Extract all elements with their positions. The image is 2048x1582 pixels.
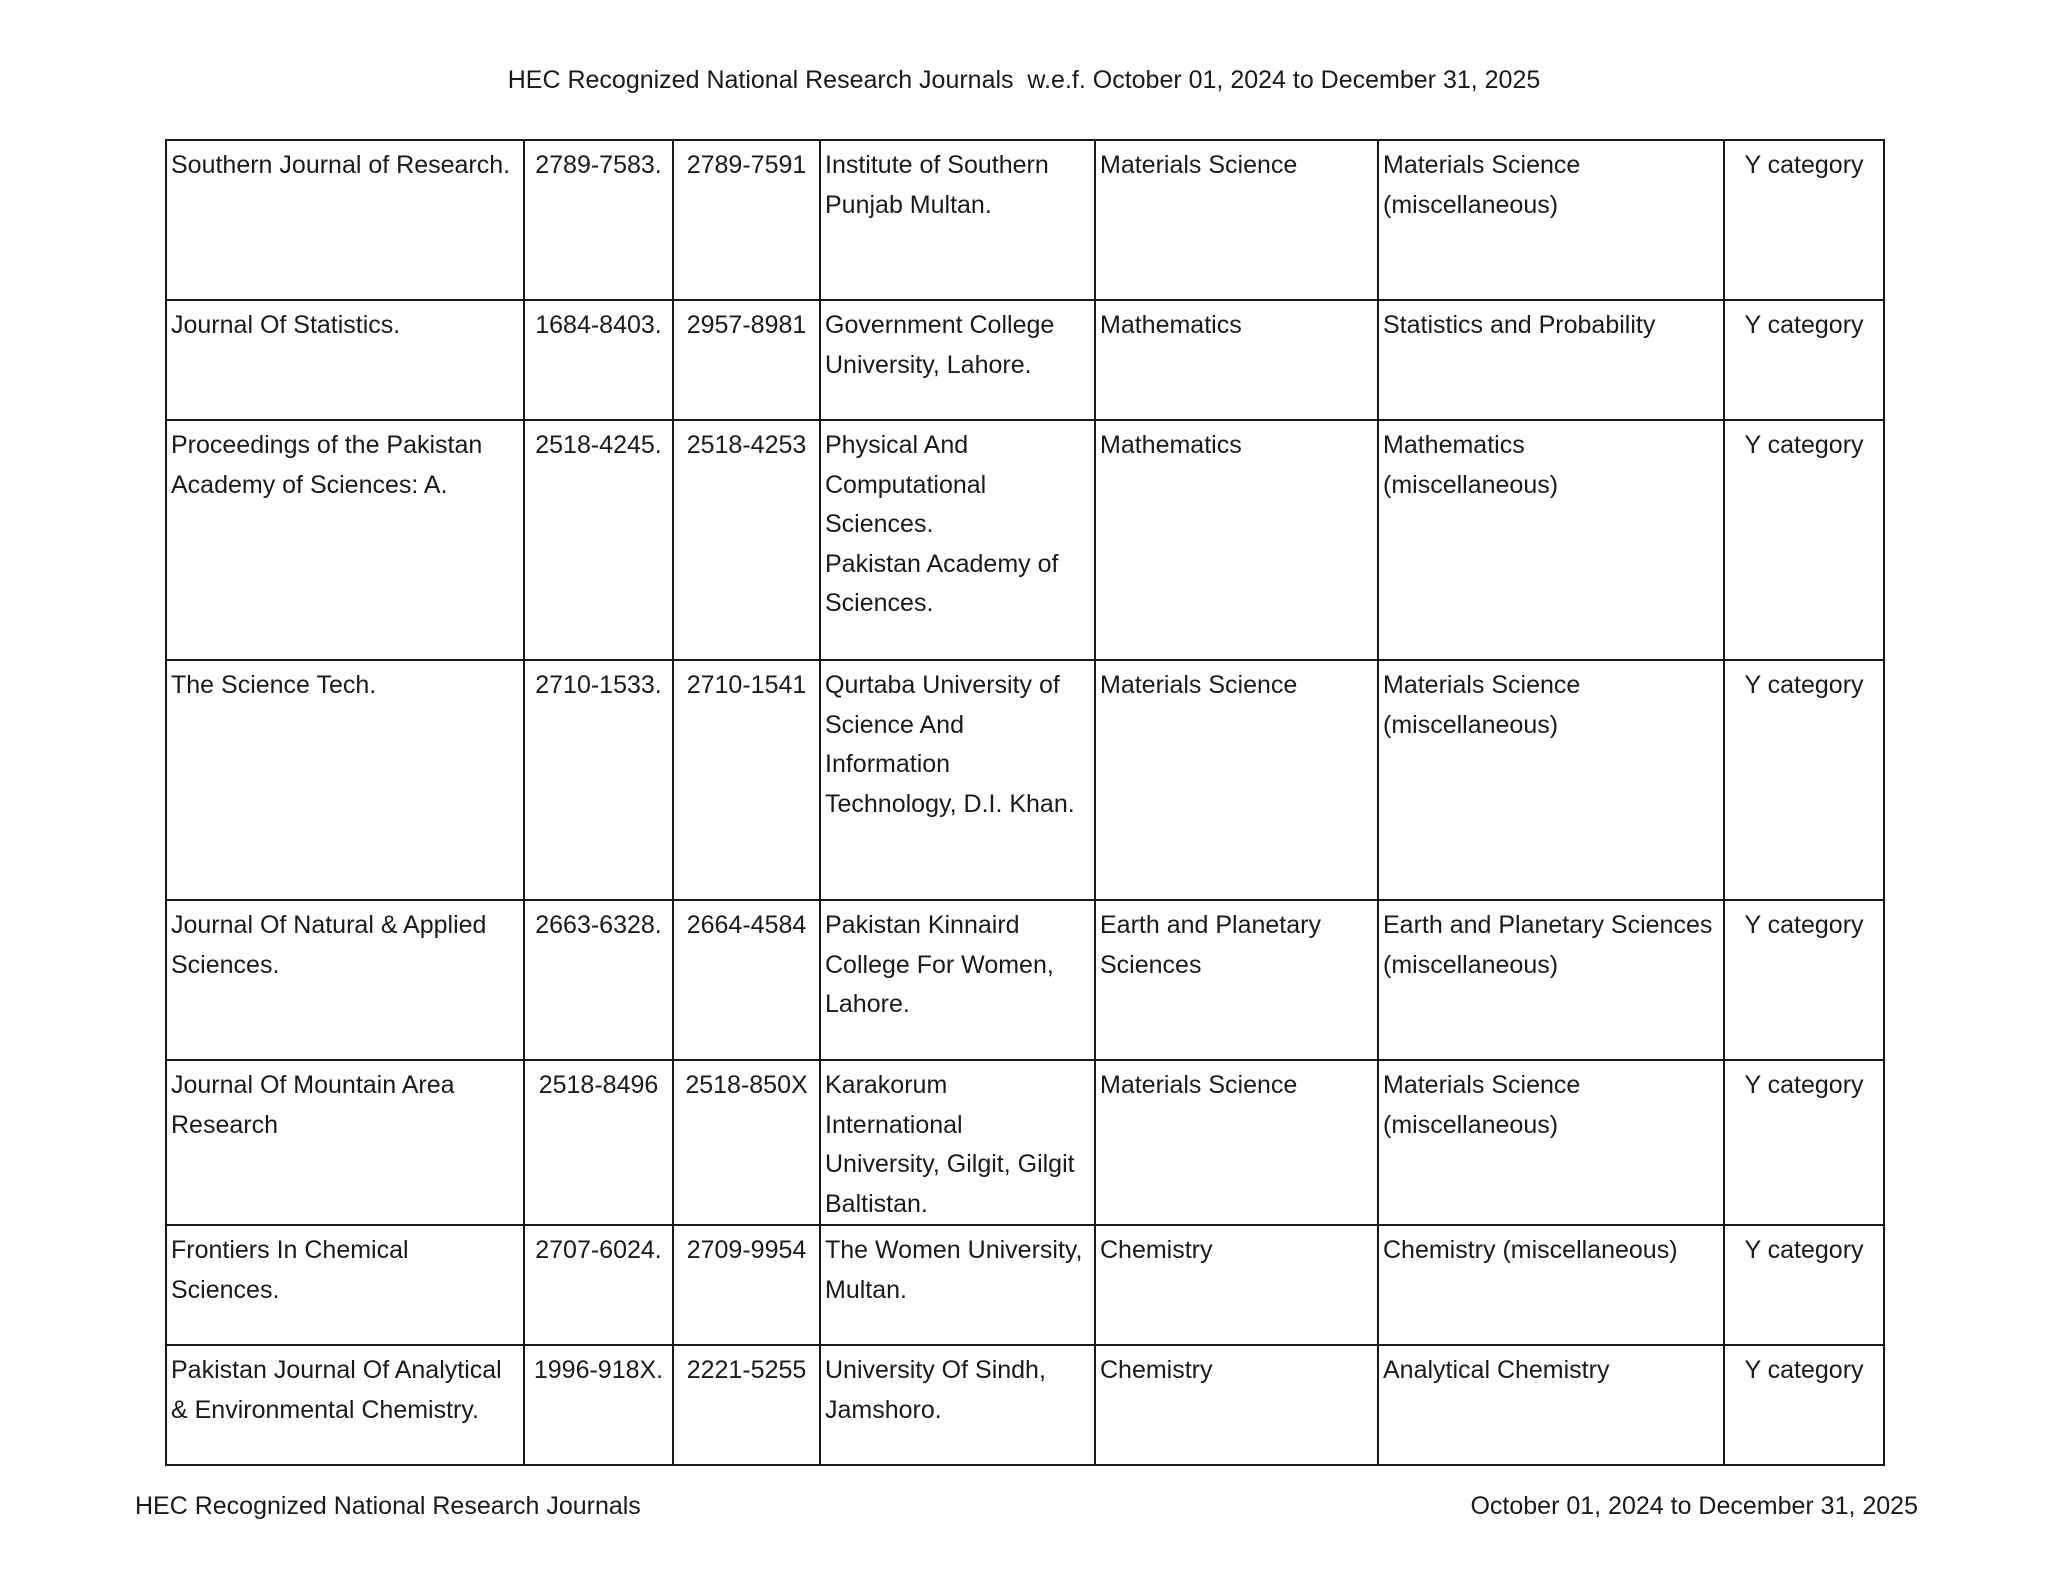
subject-area-cell-line: Materials Science bbox=[1100, 671, 1298, 699]
subject-category-cell bbox=[1378, 420, 1724, 660]
subject-category-cell bbox=[1378, 140, 1724, 300]
subject-category-cell-line: Earth and Planetary Sciences bbox=[1383, 911, 1713, 939]
publisher-cell-line: Punjab Multan. bbox=[825, 190, 992, 219]
eissn-cell: 2957-8981 bbox=[673, 300, 820, 420]
eissn-cell: 2664-4584 bbox=[673, 900, 820, 1060]
subject-category-cell-line: (miscellaneous) bbox=[1383, 470, 1559, 499]
subject-area-cell bbox=[1095, 900, 1378, 1060]
subject-category-cell-line: Statistics and Probability bbox=[1383, 311, 1656, 339]
subject-area-cell bbox=[1095, 420, 1378, 660]
eissn-cell: 2221-5255 bbox=[673, 1345, 820, 1465]
journal-title-cell: Proceedings of the Pakistan Academy of Sciences: A. bbox=[166, 420, 524, 660]
journals-table-body bbox=[166, 140, 1884, 1465]
journal-title-cell: The Science Tech. bbox=[166, 660, 524, 900]
publisher-cell-line: The Women University, bbox=[825, 1236, 1083, 1264]
category-cell: Y category bbox=[1724, 140, 1884, 300]
category-cell: Y category bbox=[1724, 1225, 1884, 1345]
publisher-cell-line: Jamshoro. bbox=[825, 1395, 942, 1424]
subject-category-cell-line: (miscellaneous) bbox=[1383, 950, 1559, 979]
table-row bbox=[166, 660, 1884, 900]
publisher-cell-line: Pakistan Kinnaird bbox=[825, 911, 1020, 939]
publisher-cell-line: Baltistan. bbox=[825, 1189, 928, 1218]
table-row bbox=[166, 900, 1884, 1060]
subject-area-cell-line: Materials Science bbox=[1100, 1071, 1298, 1099]
category-cell: Y category bbox=[1724, 900, 1884, 1060]
issn-cell: 1996-918X. bbox=[524, 1345, 673, 1465]
subject-category-cell bbox=[1378, 660, 1724, 900]
table-row bbox=[166, 1345, 1884, 1465]
publisher-cell-line: Information bbox=[825, 750, 951, 778]
publisher-cell-line: Pakistan Academy of bbox=[825, 549, 1059, 578]
subject-area-cell-line: Mathematics bbox=[1100, 431, 1242, 459]
subject-category-cell-line: Mathematics bbox=[1383, 431, 1525, 459]
subject-category-cell-line: (miscellaneous) bbox=[1383, 190, 1559, 219]
issn-cell: 2663-6328. bbox=[524, 900, 673, 1060]
publisher-cell-line: College For Women, bbox=[825, 950, 1054, 979]
subject-area-cell bbox=[1095, 1345, 1378, 1465]
subject-area-cell bbox=[1095, 660, 1378, 900]
footer-title: HEC Recognized National Research Journals bbox=[135, 1492, 641, 1520]
journal-title-cell: Pakistan Journal Of Analytical & Environmental Chemistry. bbox=[166, 1345, 524, 1465]
publisher-cell bbox=[820, 1225, 1095, 1345]
subject-area-cell bbox=[1095, 140, 1378, 300]
category-cell: Y category bbox=[1724, 300, 1884, 420]
issn-cell: 2789-7583. bbox=[524, 140, 673, 300]
publisher-cell-line: Technology, D.I. Khan. bbox=[825, 789, 1075, 818]
publisher-cell-line: University, Gilgit, Gilgit bbox=[825, 1150, 1075, 1178]
subject-area-cell-line: Materials Science bbox=[1100, 151, 1298, 179]
publisher-cell-line: Government College bbox=[825, 311, 1055, 339]
eissn-cell: 2709-9954 bbox=[673, 1225, 820, 1345]
eissn-cell: 2518-4253 bbox=[673, 420, 820, 660]
subject-category-cell bbox=[1378, 1060, 1724, 1225]
publisher-cell-line: Science And bbox=[825, 710, 964, 739]
subject-area-cell-line: Chemistry bbox=[1100, 1356, 1213, 1384]
subject-category-cell-line: (miscellaneous) bbox=[1383, 710, 1559, 739]
publisher-cell bbox=[820, 140, 1095, 300]
subject-category-cell bbox=[1378, 300, 1724, 420]
journals-table bbox=[165, 139, 1885, 1466]
category-cell: Y category bbox=[1724, 1345, 1884, 1465]
subject-area-cell-line: Earth and Planetary bbox=[1100, 911, 1321, 939]
subject-area-cell bbox=[1095, 1225, 1378, 1345]
footer-date-range: October 01, 2024 to December 31, 2025 bbox=[1470, 1492, 1918, 1520]
issn-cell: 2518-8496 bbox=[524, 1060, 673, 1225]
subject-category-cell-line: Analytical Chemistry bbox=[1383, 1356, 1610, 1384]
publisher-cell-line: Multan. bbox=[825, 1275, 907, 1304]
category-cell: Y category bbox=[1724, 420, 1884, 660]
publisher-cell-line: International bbox=[825, 1110, 963, 1139]
publisher-cell bbox=[820, 900, 1095, 1060]
publisher-cell bbox=[820, 420, 1095, 660]
publisher-cell bbox=[820, 1345, 1095, 1465]
issn-cell: 2707-6024. bbox=[524, 1225, 673, 1345]
subject-area-cell-line: Chemistry bbox=[1100, 1236, 1213, 1264]
table-row bbox=[166, 1060, 1884, 1225]
subject-category-cell-line: Materials Science bbox=[1383, 1071, 1581, 1099]
publisher-cell-line: Sciences. bbox=[825, 510, 934, 538]
publisher-cell bbox=[820, 660, 1095, 900]
journal-title-cell: Journal Of Mountain Area Research bbox=[166, 1060, 524, 1225]
publisher-cell bbox=[820, 1060, 1095, 1225]
journal-title-cell: Frontiers In Chemical Sciences. bbox=[166, 1225, 524, 1345]
table-row bbox=[166, 420, 1884, 660]
journal-title-cell: Journal Of Natural & Applied Sciences. bbox=[166, 900, 524, 1060]
subject-area-cell-line: Sciences bbox=[1100, 950, 1202, 979]
page-title: HEC Recognized National Research Journals w.e.f. October 01, 2024 to December 31, 2025 bbox=[507, 66, 1541, 94]
table-row bbox=[166, 300, 1884, 420]
subject-category-cell-line: Chemistry (miscellaneous) bbox=[1383, 1236, 1678, 1264]
publisher-cell-line: Sciences. bbox=[825, 589, 934, 617]
publisher-cell-line: University, Lahore. bbox=[825, 350, 1032, 379]
publisher-cell-line: Lahore. bbox=[825, 990, 910, 1018]
table-row bbox=[166, 1225, 1884, 1345]
journal-title-cell: Journal Of Statistics. bbox=[166, 300, 524, 420]
subject-category-cell-line: (miscellaneous) bbox=[1383, 1110, 1559, 1139]
publisher-cell bbox=[820, 300, 1095, 420]
journal-title-cell: Southern Journal of Research. bbox=[166, 140, 524, 300]
eissn-cell: 2789-7591 bbox=[673, 140, 820, 300]
category-cell: Y category bbox=[1724, 660, 1884, 900]
issn-cell: 1684-8403. bbox=[524, 300, 673, 420]
eissn-cell: 2518-850X bbox=[673, 1060, 820, 1225]
eissn-cell: 2710-1541 bbox=[673, 660, 820, 900]
publisher-cell-line: Institute of Southern bbox=[825, 151, 1049, 179]
publisher-cell-line: Physical And bbox=[825, 431, 969, 459]
subject-category-cell-line: Materials Science bbox=[1383, 671, 1581, 699]
publisher-cell-line: University Of Sindh, bbox=[825, 1356, 1046, 1384]
publisher-cell-line: Computational bbox=[825, 470, 987, 499]
subject-category-cell bbox=[1378, 1345, 1724, 1465]
subject-category-cell bbox=[1378, 900, 1724, 1060]
publisher-cell-line: Karakorum bbox=[825, 1071, 948, 1099]
subject-category-cell-line: Materials Science bbox=[1383, 151, 1581, 179]
publisher-cell-line: Qurtaba University of bbox=[825, 671, 1060, 699]
issn-cell: 2710-1533. bbox=[524, 660, 673, 900]
issn-cell: 2518-4245. bbox=[524, 420, 673, 660]
subject-area-cell-line: Mathematics bbox=[1100, 311, 1242, 339]
subject-category-cell bbox=[1378, 1225, 1724, 1345]
table-row bbox=[166, 140, 1884, 300]
subject-area-cell bbox=[1095, 1060, 1378, 1225]
category-cell: Y category bbox=[1724, 1060, 1884, 1225]
subject-area-cell bbox=[1095, 300, 1378, 420]
